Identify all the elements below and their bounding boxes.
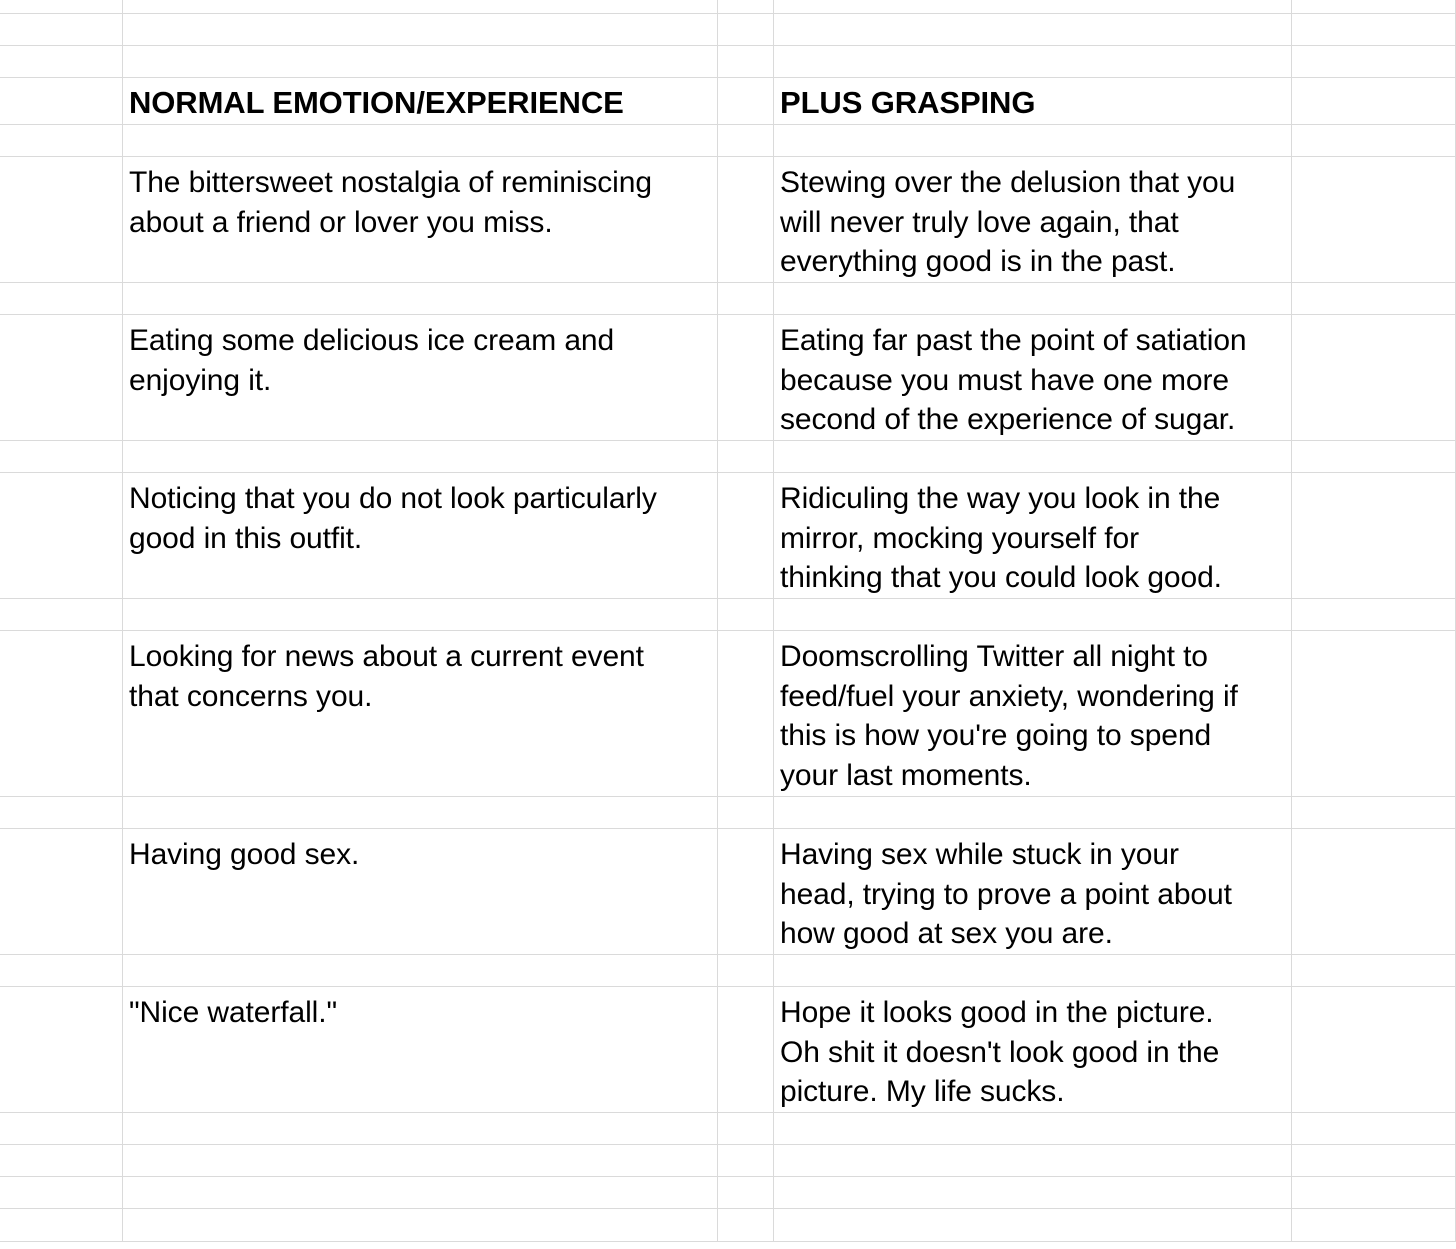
- cell[interactable]: [0, 14, 123, 46]
- cell[interactable]: [1292, 797, 1456, 829]
- cell[interactable]: [0, 1145, 123, 1177]
- cell[interactable]: [718, 125, 774, 157]
- cell[interactable]: [718, 797, 774, 829]
- cell[interactable]: [774, 955, 1292, 987]
- cell[interactable]: [774, 441, 1292, 473]
- grasping-cell[interactable]: Eating far past the point of satiation because you must have one more second of the experience of sugar.: [774, 315, 1292, 441]
- cell[interactable]: [0, 283, 123, 315]
- cell[interactable]: [1292, 631, 1456, 797]
- cell[interactable]: [774, 125, 1292, 157]
- cell[interactable]: [0, 441, 123, 473]
- cell[interactable]: [718, 473, 774, 599]
- cell[interactable]: [774, 599, 1292, 631]
- cell[interactable]: [718, 1113, 774, 1145]
- cell[interactable]: [0, 1209, 123, 1242]
- normal-emotion-cell[interactable]: Looking for news about a current event that concerns you.: [123, 631, 718, 797]
- cell[interactable]: [774, 797, 1292, 829]
- cell[interactable]: [1292, 987, 1456, 1113]
- cell[interactable]: [0, 829, 123, 955]
- cell[interactable]: [1292, 1177, 1456, 1209]
- cell[interactable]: [1292, 829, 1456, 955]
- cell[interactable]: [774, 1177, 1292, 1209]
- normal-emotion-cell[interactable]: Eating some delicious ice cream and enjoying it.: [123, 315, 718, 441]
- cell[interactable]: [0, 987, 123, 1113]
- normal-emotion-cell[interactable]: Having good sex.: [123, 829, 718, 955]
- cell[interactable]: [1292, 78, 1456, 125]
- cell[interactable]: [774, 1145, 1292, 1177]
- cell[interactable]: [718, 1177, 774, 1209]
- cell[interactable]: [0, 315, 123, 441]
- cell[interactable]: [1292, 1209, 1456, 1242]
- header-cell-normal-emotion[interactable]: NORMAL EMOTION/EXPERIENCE: [123, 78, 718, 125]
- cell[interactable]: [718, 829, 774, 955]
- cell[interactable]: [123, 797, 718, 829]
- grasping-cell[interactable]: Stewing over the delusion that you will never truly love again, that everything good is in the past.: [774, 157, 1292, 283]
- normal-emotion-cell[interactable]: "Nice waterfall.": [123, 987, 718, 1113]
- cell[interactable]: [1292, 14, 1456, 46]
- cell[interactable]: [774, 0, 1292, 14]
- cell[interactable]: [0, 1113, 123, 1145]
- grasping-cell[interactable]: Doomscrolling Twitter all night to feed/fuel your anxiety, wondering if this is how you're going to spend your last moments.: [774, 631, 1292, 797]
- cell[interactable]: [0, 631, 123, 797]
- cell[interactable]: [1292, 1113, 1456, 1145]
- cell[interactable]: [123, 125, 718, 157]
- cell[interactable]: [1292, 315, 1456, 441]
- cell[interactable]: [718, 441, 774, 473]
- grasping-cell[interactable]: Having sex while stuck in your head, trying to prove a point about how good at sex you are.: [774, 829, 1292, 955]
- cell[interactable]: [1292, 0, 1456, 14]
- cell[interactable]: [123, 14, 718, 46]
- cell[interactable]: [718, 1145, 774, 1177]
- cell[interactable]: [1292, 441, 1456, 473]
- cell[interactable]: [718, 1209, 774, 1242]
- cell[interactable]: [123, 441, 718, 473]
- cell[interactable]: [1292, 157, 1456, 283]
- header-cell-plus-grasping[interactable]: PLUS GRASPING: [774, 78, 1292, 125]
- cell[interactable]: [0, 473, 123, 599]
- cell[interactable]: [774, 283, 1292, 315]
- cell[interactable]: [0, 125, 123, 157]
- cell[interactable]: [123, 283, 718, 315]
- cell[interactable]: [123, 1177, 718, 1209]
- normal-emotion-cell[interactable]: Noticing that you do not look particularly good in this outfit.: [123, 473, 718, 599]
- cell[interactable]: [123, 46, 718, 78]
- cell[interactable]: [123, 0, 718, 14]
- cell[interactable]: [0, 0, 123, 14]
- cell[interactable]: [718, 0, 774, 14]
- cell[interactable]: [718, 599, 774, 631]
- cell[interactable]: [1292, 125, 1456, 157]
- cell[interactable]: [123, 1209, 718, 1242]
- cell[interactable]: [718, 955, 774, 987]
- cell[interactable]: [774, 1209, 1292, 1242]
- cell[interactable]: [123, 1113, 718, 1145]
- cell[interactable]: [718, 157, 774, 283]
- cell[interactable]: [718, 631, 774, 797]
- cell[interactable]: [1292, 1145, 1456, 1177]
- cell[interactable]: [0, 1177, 123, 1209]
- cell[interactable]: [774, 46, 1292, 78]
- cell[interactable]: [0, 78, 123, 125]
- cell[interactable]: [1292, 46, 1456, 78]
- cell[interactable]: [123, 599, 718, 631]
- normal-emotion-cell[interactable]: The bittersweet nostalgia of reminiscing about a friend or lover you miss.: [123, 157, 718, 283]
- cell[interactable]: [774, 14, 1292, 46]
- cell[interactable]: [718, 315, 774, 441]
- cell[interactable]: [1292, 599, 1456, 631]
- grasping-cell[interactable]: Hope it looks good in the picture. Oh shit it doesn't look good in the picture. My life sucks.: [774, 987, 1292, 1113]
- cell[interactable]: [718, 78, 774, 125]
- cell[interactable]: [0, 955, 123, 987]
- cell[interactable]: [0, 157, 123, 283]
- cell[interactable]: [1292, 473, 1456, 599]
- cell[interactable]: [1292, 955, 1456, 987]
- cell[interactable]: [123, 955, 718, 987]
- cell[interactable]: [0, 797, 123, 829]
- grasping-cell[interactable]: Ridiculing the way you look in the mirror, mocking yourself for thinking that you could look good.: [774, 473, 1292, 599]
- cell[interactable]: [0, 46, 123, 78]
- cell[interactable]: [774, 1113, 1292, 1145]
- cell[interactable]: [718, 283, 774, 315]
- cell[interactable]: [0, 599, 123, 631]
- cell[interactable]: [123, 1145, 718, 1177]
- cell[interactable]: [718, 46, 774, 78]
- cell[interactable]: [718, 987, 774, 1113]
- cell[interactable]: [718, 14, 774, 46]
- cell[interactable]: [1292, 283, 1456, 315]
